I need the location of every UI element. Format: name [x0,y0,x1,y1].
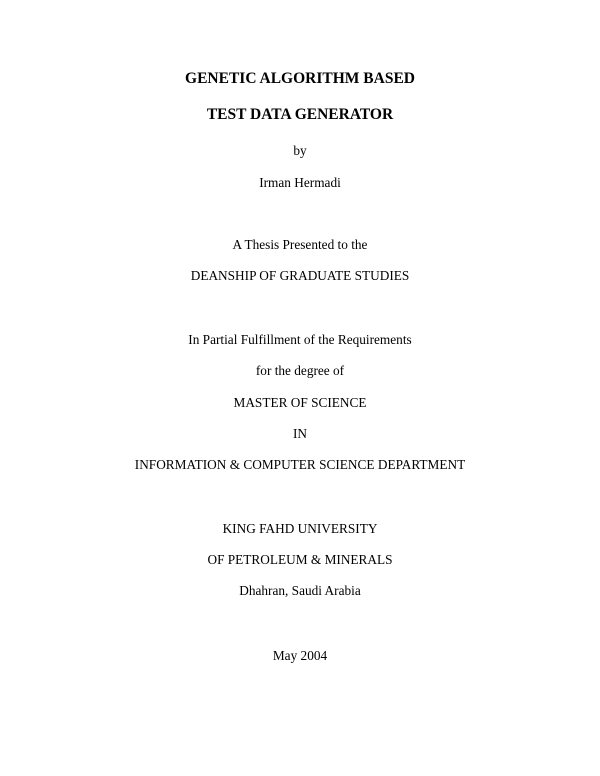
in-label: IN [292,426,308,441]
fulfillment-line-1: In Partial Fulfillment of the Requirements [188,332,412,347]
presented-line-2: DEANSHIP OF GRADUATE STUDIES [190,268,410,283]
university-line-2: OF PETROLEUM & MINERALS [207,552,393,567]
university-line-1: KING FAHD UNIVERSITY [222,521,378,536]
thesis-title-line-2: TEST DATA GENERATOR [206,106,394,123]
fulfillment-line-2: for the degree of [255,363,345,378]
by-label: by [293,143,307,158]
author-name: Irman Hermadi [259,175,341,190]
university-location: Dhahran, Saudi Arabia [239,583,361,598]
degree-name: MASTER OF SCIENCE [233,395,367,410]
thesis-title-line-1: GENETIC ALGORITHM BASED [185,70,415,87]
department-name: INFORMATION & COMPUTER SCIENCE DEPARTMENT [134,457,466,472]
presented-line-1: A Thesis Presented to the [232,237,368,252]
thesis-date: May 2004 [272,648,328,663]
